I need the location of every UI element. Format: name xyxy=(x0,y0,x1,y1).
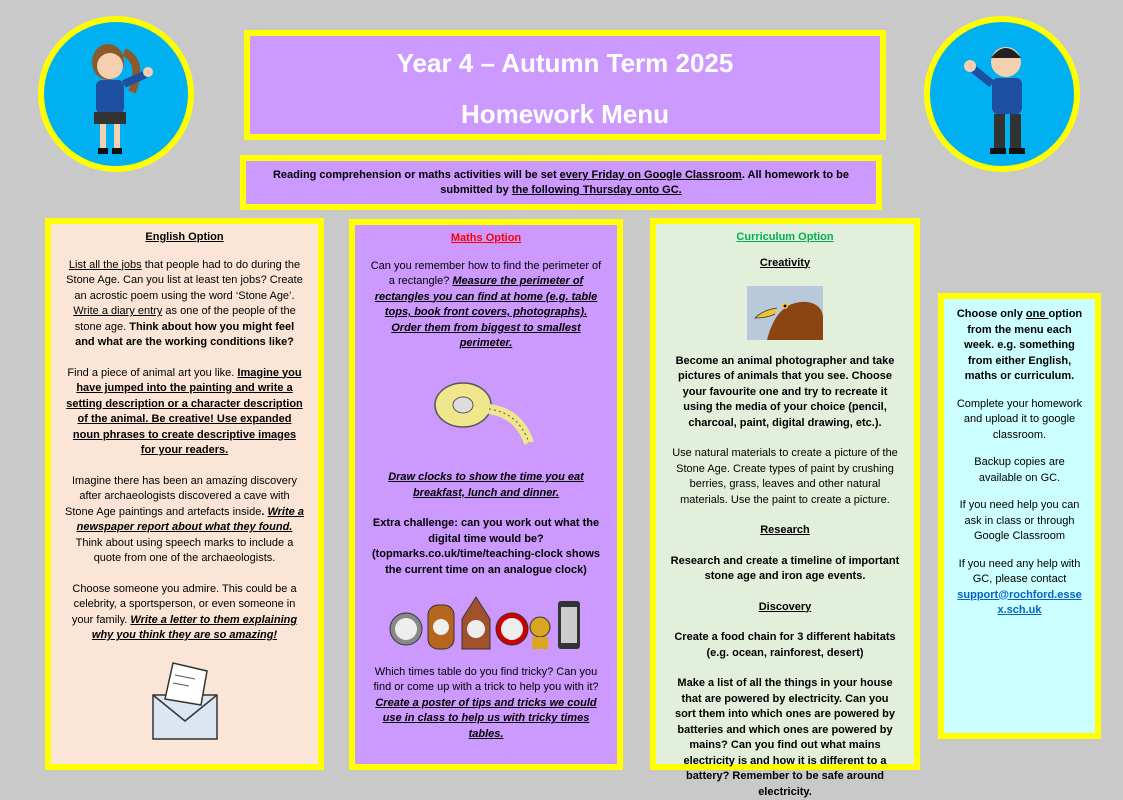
maths-option-panel xyxy=(349,219,623,770)
english-p1-underline-1: List all the jobs xyxy=(68,258,142,271)
side-paragraph-5: If you need any help with GC, please contact xyxy=(958,557,1081,585)
eagle-photo-icon xyxy=(747,286,823,340)
maths-paragraph-2 xyxy=(369,470,603,501)
tape-measure-icon xyxy=(431,375,541,455)
curriculum-paragraph-4: Create a food chain for 3 different habitats (e.g. ocean, rainforest, desert) xyxy=(674,631,896,659)
curriculum-paragraph-3: Research and create a timeline of important stone age and iron age events. xyxy=(670,554,900,582)
maths-p4-text: Which times table do you find tricky? Can you find or come up with a trick to help you with it? xyxy=(373,665,599,693)
maths-paragraph-1 xyxy=(369,259,603,352)
homework-notice xyxy=(240,155,882,210)
english-p3-dot: . xyxy=(261,505,268,518)
notice-friday: every Friday on Google Classroom xyxy=(559,169,742,181)
side-p1-text-b: option from the menu each week. e.g. something from either English, maths or curriculum. xyxy=(964,308,1083,382)
english-p3-text-2: Think about using speech marks to include a quote from one of the archaeologists. xyxy=(75,536,294,564)
maths-paragraph-3 xyxy=(369,516,603,578)
english-paragraph-1 xyxy=(65,258,304,351)
english-p4-bold: Write a letter to them explaining why you think they are so amazing! xyxy=(91,613,298,641)
english-p3-bold: Write a newspaper report about what they found. xyxy=(76,505,304,533)
notice-thursday: the following Thursday onto GC. xyxy=(511,184,682,196)
boy-avatar xyxy=(924,16,1080,172)
english-p1-text-1: that people had to do during the Stone Age. Can you list at least ten jobs? Create an acrostic poem using the word ‘Stone Age’. xyxy=(66,258,303,302)
english-p1-text-2: as one of the people of the stone age. xyxy=(74,305,296,333)
side-paragraph-2: Complete your homework and upload it to google classroom. xyxy=(956,397,1083,441)
english-heading: English Option xyxy=(145,231,224,243)
side-p1-underline: one xyxy=(1025,308,1049,320)
curriculum-paragraph-1: Become an animal photographer and take pictures of animals that you see. Choose your favourite one and try to recreate it using the media of your choice (pencil, charcoal, paint, digital drawing, etc.). xyxy=(675,354,895,429)
english-paragraph-3 xyxy=(65,474,304,567)
maths-p2-bold: Draw clocks to show the time you eat breakfast, lunch and dinner. xyxy=(388,471,584,499)
maths-heading: Maths Option xyxy=(450,232,522,244)
english-p1-underline-2: Write a diary entry xyxy=(73,305,163,317)
english-p2-text: Find a piece of animal art you like. xyxy=(67,366,238,379)
english-paragraph-2 xyxy=(65,366,304,459)
english-p4-text: Choose someone you admire. This could be a celebrity, a sportsperson, or even someone in your family. xyxy=(71,582,297,626)
notice-text-1: Reading comprehension or maths activities will be set xyxy=(272,169,560,181)
english-p2-bold: Imagine you have jumped into the painting and write a setting description or a character description of the animal. Be creative! Use expanded noun phrases to create descriptive images for your readers. xyxy=(66,366,303,456)
instructions-panel xyxy=(938,293,1101,739)
maths-p1-bold: Measure the perimeter of rectangles you can find at home (e.g. table tops, book front covers, photographs). Order them from biggest to smallest perimeter. xyxy=(374,275,598,349)
title-line-2: Homework Menu xyxy=(460,99,670,129)
curriculum-paragraph-2: Use natural materials to create a picture of the Stone Age. Create types of paint by crushing berries, grass, leaves and other natural materials. Use the paint to create a picture. xyxy=(672,447,898,506)
english-p1-bold: Think about how you might feel and what are the working conditions like? xyxy=(75,320,295,348)
notice-text-2: . All homework to be submitted by xyxy=(440,169,850,196)
maths-paragraph-4 xyxy=(369,665,603,743)
english-option-panel xyxy=(45,218,324,770)
support-email-link[interactable]: support@rochford.essex.sch.uk xyxy=(957,588,1082,616)
curriculum-paragraph-5: Make a list of all the things in your house that are powered by electricity. Can you sort them into which ones are powered by batteries and which ones are powered by mains? Can you find out what mains electricity is and how it is different to a battery? Remember to be safe around electricity. xyxy=(674,677,896,798)
title-line-1: Year 4 – Autumn Term 2025 xyxy=(396,48,734,78)
maths-p1-text: Can you remember how to find the perimeter of a rectangle? xyxy=(370,259,602,287)
curriculum-heading: Curriculum Option xyxy=(736,231,834,243)
discovery-heading: Discovery xyxy=(758,600,812,613)
clocks-icon xyxy=(388,593,584,653)
creativity-heading: Creativity xyxy=(759,256,811,269)
side-p1-text-a: Choose only xyxy=(956,308,1026,320)
research-heading: Research xyxy=(760,524,810,536)
maths-p3-bold: Extra challenge: can you work out what the digital time would be? (topmarks.co.uk/time/teaching-clock shows the current time on an analogue clock) xyxy=(371,517,600,576)
english-paragraph-4 xyxy=(65,582,304,644)
side-paragraph-1 xyxy=(956,307,1083,385)
boy-student-icon xyxy=(930,22,1074,166)
side-paragraph-4: If you need help you can ask in class or through Google Classroom xyxy=(959,499,1080,542)
side-paragraph-3: Backup copies are available on GC. xyxy=(974,456,1065,484)
maths-p4-bold: Create a poster of tips and tricks we could use in class to help us with tricky times tables. xyxy=(375,696,597,740)
english-p3-text-1: Imagine there has been an amazing discovery after archaeologists discovered a cave with Stone Age paintings and artefacts inside xyxy=(65,474,298,518)
letter-envelope-icon xyxy=(145,659,225,745)
girl-student-icon xyxy=(44,22,188,166)
girl-avatar xyxy=(38,16,194,172)
curriculum-option-panel xyxy=(650,218,920,798)
page-title xyxy=(244,30,886,140)
